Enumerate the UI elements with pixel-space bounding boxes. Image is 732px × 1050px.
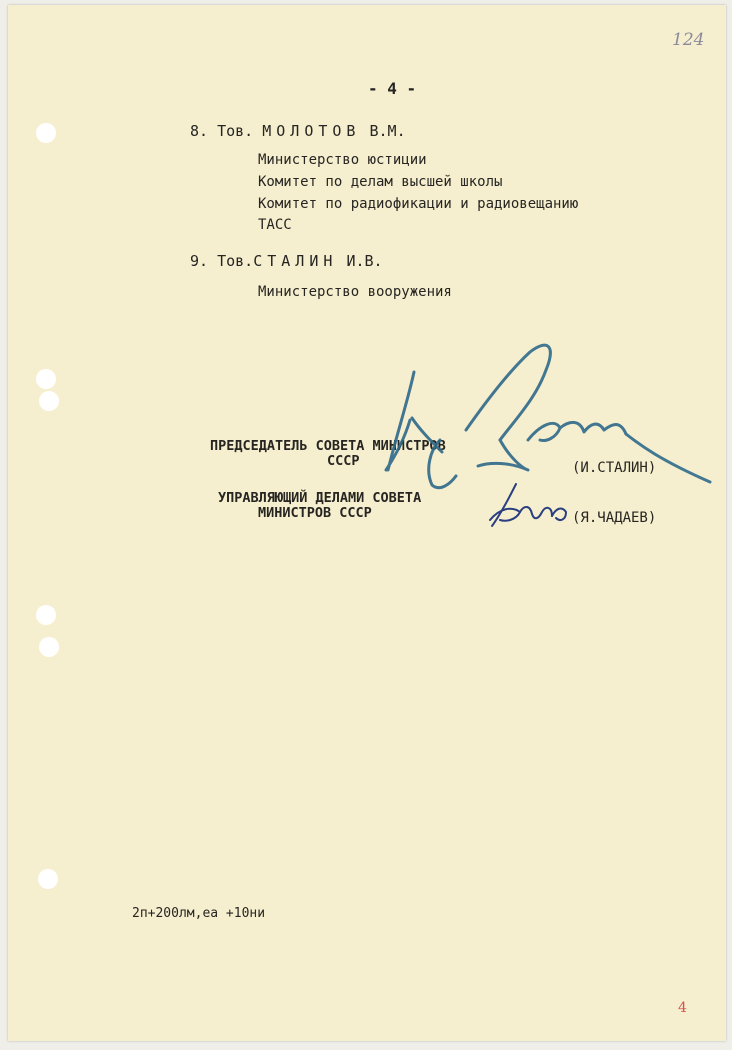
item-8-line: Министерство юстиции (258, 152, 427, 168)
item-8-line: ТАСС (258, 217, 292, 233)
item-8-line: Комитет по делам высшей школы (258, 174, 503, 190)
item-9-name: СТАЛИН (253, 252, 338, 270)
item-8-prefix: 8. Тов. (190, 122, 254, 140)
chairman-title-line2: СССР (327, 453, 360, 469)
footer-code: 2п+200лм,еа +10ни (132, 906, 266, 921)
chairman-title-line1: ПРЕДСЕДАТЕЛЬ СОВЕТА МИНИСТРОВ (210, 438, 446, 454)
corner-mark: 4 (678, 1000, 687, 1016)
manager-title-line2: МИНИСТРОВ СССР (258, 505, 372, 521)
manager-title-line1: УПРАВЛЯЮЩИЙ ДЕЛАМИ СОВЕТА (218, 490, 422, 506)
chairman-name: (И.СТАЛИН) (572, 460, 657, 476)
item-9-line: Министерство вооружения (258, 284, 452, 300)
item-8-line: Комитет по радиофикации и радиовещанию (258, 196, 579, 212)
archive-page-number: 124 (672, 30, 705, 50)
page-number: - 4 - (368, 79, 417, 98)
item-8-initials: В.М. (369, 122, 406, 140)
item-9-initials: И.В. (346, 252, 383, 270)
item-9-prefix: 9. Тов. (190, 252, 254, 270)
manager-name: (Я.ЧАДАЕВ) (572, 510, 657, 526)
item-8-name: МОЛОТОВ (262, 122, 361, 140)
